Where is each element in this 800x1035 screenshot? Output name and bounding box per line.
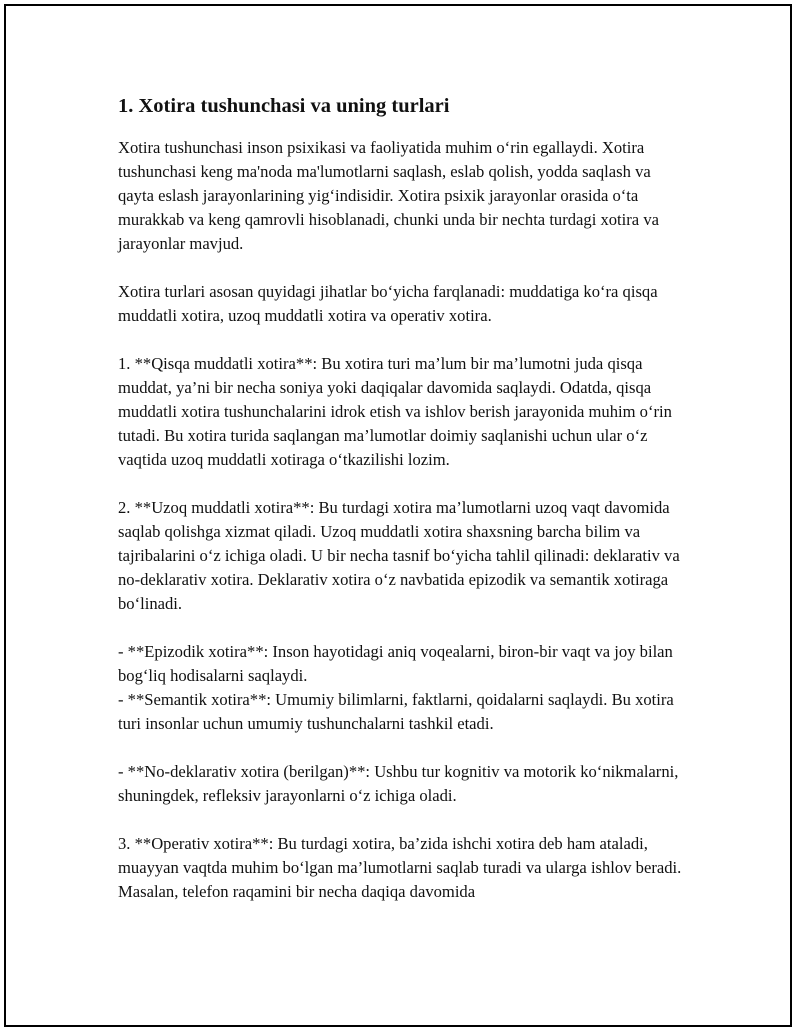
paragraph-long-term-memory: 2. **Uzoq muddatli xotira**: Bu turdagi xotira ma’lumotlarni uzoq vaqt davomida saqlab qolishga xizmat qiladi. Uzoq muddatli xotira shaxsning barcha bilim va tajribalarini o‘z ichiga oladi. U bir necha tasnif bo‘yicha tahlil qilinadi: deklarativ va no-deklarativ xotira. Deklarativ xotira o‘z navbatida epizodik va semantik xotiraga bo‘linadi. bbox=[118, 498, 680, 613]
paragraph-short-term-memory: 1. **Qisqa muddatli xotira**: Bu xotira turi ma’lum bir ma’lumotni juda qisqa muddat, ya’ni bir necha soniya yoki daqiqalar davomida saqlaydi. Odatda, qisqa muddatli xotira tushunchalarini idrok etish va ishlov berish jarayonida muhim o‘rin tutadi. Bu xotira turida saqlangan ma’lumotlar doimiy saqlanishi uchun ular o‘z vaqtida uzoq muddatli xotiraga o‘tkazilishi lozim. bbox=[118, 354, 672, 469]
paragraph-intro: Xotira tushunchasi inson psixikasi va faoliyatida muhim o‘rin egallaydi. Xotira tushunchasi keng ma'noda ma'lumotlarni saqlash, eslab qolish, yodda saqlash va qayta eslash jarayonlarining yig‘indisidir. Xotira psixik jarayonlar orasida o‘ta murakkab va keng qamrovli hisoblanadi, chunki unda bir nechta turdagi xotira va jarayonlar mavjud. bbox=[118, 138, 659, 253]
paragraph-types-overview: Xotira turlari asosan quyidagi jihatlar bo‘yicha farqlanadi: muddatiga ko‘ra qisqa muddatli xotira, uzoq muddatli xotira va operativ xotira. bbox=[118, 282, 658, 325]
list-item-non-declarative-memory: - **No-deklarativ xotira (berilgan)**: Ushbu tur kognitiv va motorik ko‘nikmalarni, shuningdek, refleksiv jarayonlarni o‘z ichiga oladi. bbox=[118, 762, 679, 805]
list-item-semantic-memory: - **Semantik xotira**: Umumiy bilimlarni, faktlarni, qoidalarni saqlaydi. Bu xotira turi insonlar uchun umumiy tushunchalarni tashkil etadi. bbox=[118, 690, 674, 733]
list-item-episodic-memory: - **Epizodik xotira**: Inson hayotidagi aniq voqealarni, biron-bir vaqt va joy bilan bog‘liq hodisalarni saqlaydi. bbox=[118, 642, 673, 685]
document-body bbox=[118, 94, 688, 904]
paragraph-working-memory: 3. **Operativ xotira**: Bu turdagi xotira, ba’zida ishchi xotira deb ham ataladi, muayyan vaqtda muhim bo‘lgan ma’lumotlarni saqlab turadi va ularga ishlov beradi. Masalan, telefon raqamini bir necha daqiqa davomida bbox=[118, 834, 682, 901]
section-heading: 1. Xotira tushunchasi va uning turlari bbox=[118, 95, 450, 117]
